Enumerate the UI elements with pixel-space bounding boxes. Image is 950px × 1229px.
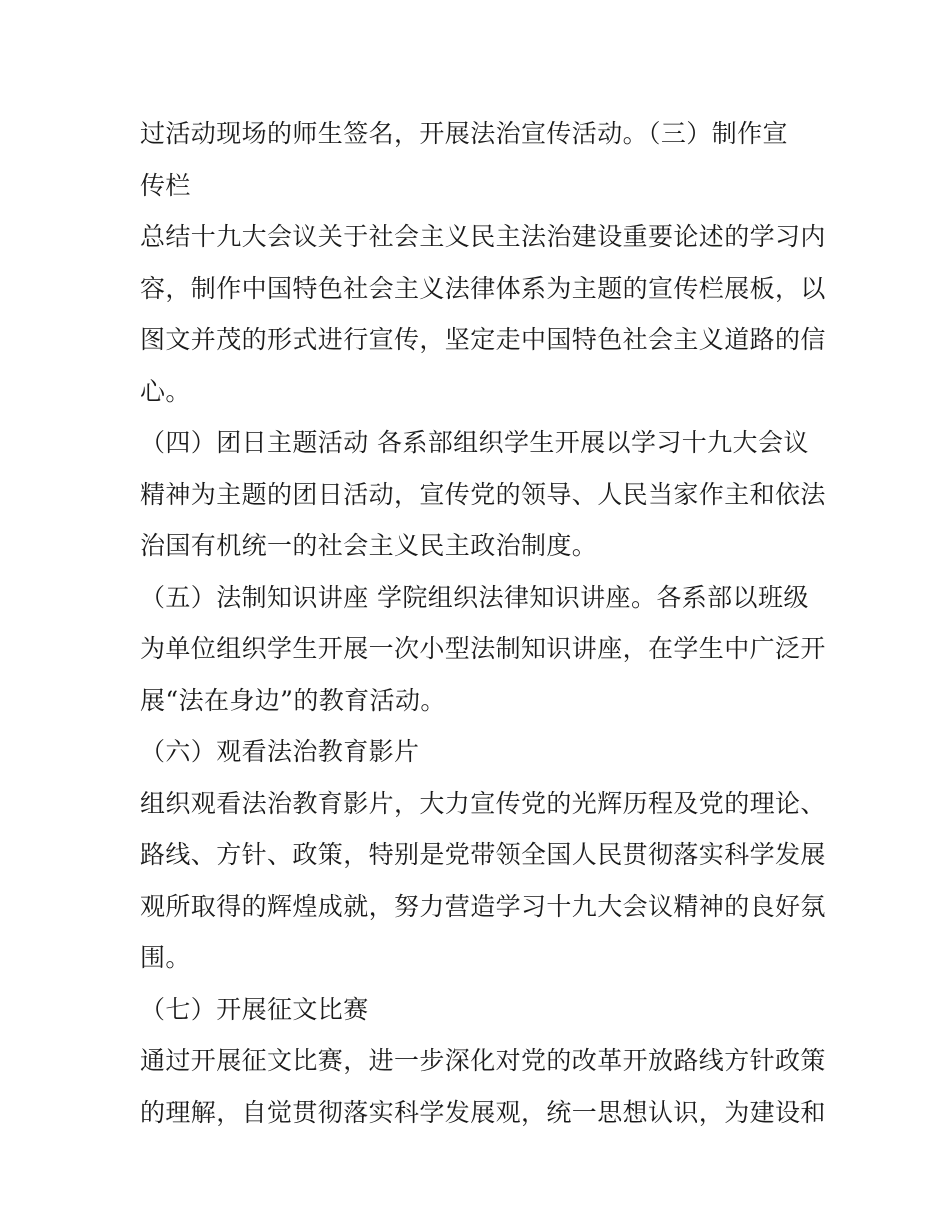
text-line: 过活动现场的师生签名，开展法治宣传活动。（三）制作宣 — [140, 119, 788, 148]
text-line: 的理解，自觉贯彻落实科学发展观，统一思想认识，为建设和 — [140, 1097, 826, 1127]
text-line: 通过开展征文比赛，进一步深化对党的改革开放路线方针政策 — [140, 1046, 826, 1075]
text-line: 围。 — [140, 943, 191, 972]
section-heading-6: （六）观看法治教育影片 — [140, 737, 420, 766]
text-line: 精神为主题的团日活动，宣传党的领导、人民当家作主和依法 — [140, 479, 826, 509]
text-line: 治国有机统一的社会主义民主政治制度。 — [140, 531, 598, 560]
text-line: 传栏 — [140, 170, 191, 200]
text-line: 容，制作中国特色社会主义法律体系为主题的宣传栏展板，以 — [140, 273, 826, 303]
text-line: 心。 — [140, 376, 191, 406]
text-line: 路线、方针、政策，特别是党带领全国人民贯彻落实科学发展 — [140, 840, 826, 869]
section-heading-5: （五）法制知识讲座 学院组织法律知识讲座。各系部以班级 — [140, 582, 809, 612]
section-heading-7: （七）开展征文比赛 — [140, 994, 369, 1024]
text-line: 总结十九大会议关于社会主义民主法治建设重要论述的学习内 — [140, 222, 826, 251]
text-line: 为单位组织学生开展一次小型法制知识讲座，在学生中广泛开 — [140, 634, 826, 663]
section-heading-4: （四）团日主题活动 各系部组织学生开展以学习十九大会议 — [140, 428, 809, 457]
text-line: 组织观看法治教育影片，大力宣传党的光辉历程及党的理论、 — [140, 788, 826, 818]
document-body — [140, 108, 826, 1138]
text-line: 观所取得的辉煌成就，努力营造学习十九大会议精神的良好氛 — [140, 891, 826, 921]
text-line: 展“法在身边”的教育活动。 — [140, 685, 446, 715]
text-line: 图文并茂的形式进行宣传，坚定走中国特色社会主义道路的信 — [140, 325, 826, 354]
